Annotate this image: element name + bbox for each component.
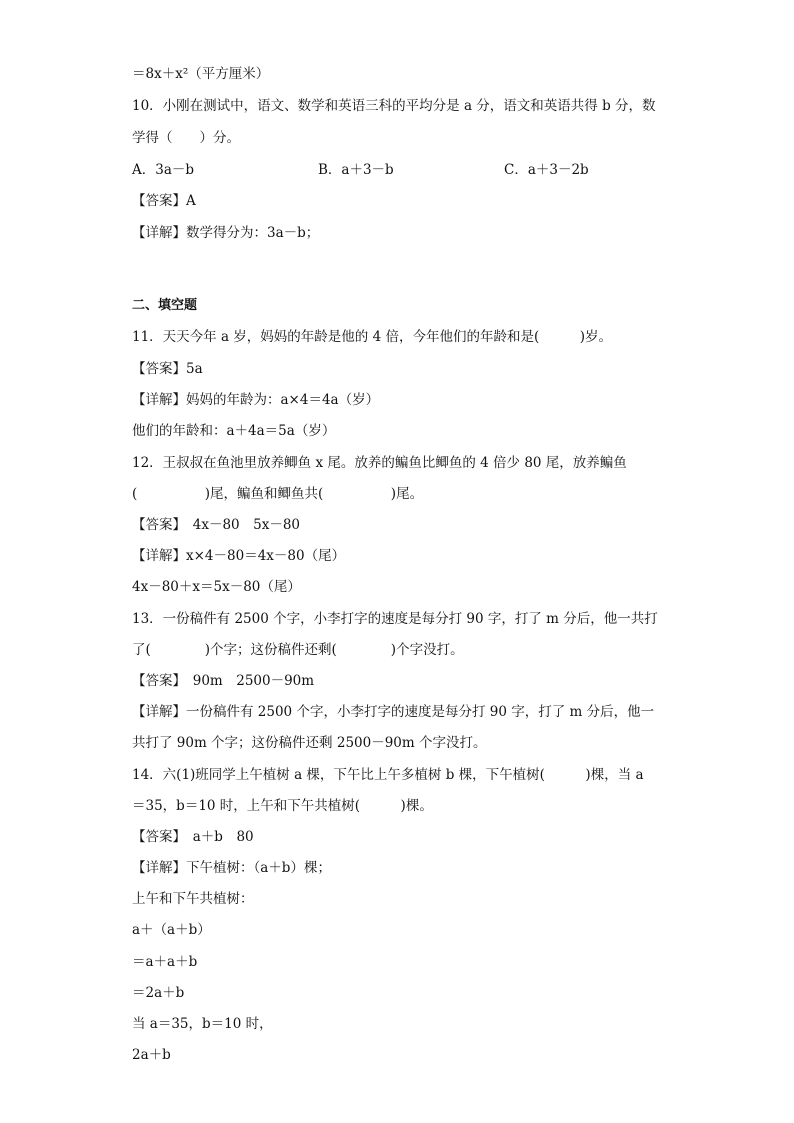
question-11: 11．天天今年 a 岁，妈妈的年龄是他的 4 倍，今年他们的年龄和是( )岁。 (132, 329, 613, 345)
explanation-14-line-2: 上午和下午共植树： (132, 891, 254, 907)
question-13-line-2: 了( )个字；这份稿件还剩( )个字没打。 (132, 642, 464, 658)
explanation-13-line-2: 共打了 90m 个字；这份稿件还剩 2500－90m 个字没打。 (132, 735, 487, 751)
answer-14: 【答案】 a＋b 80 (132, 829, 254, 845)
text-line-formula-area: ＝8x＋x²（平方厘米） (132, 66, 270, 82)
answer-11: 【答案】5a (132, 361, 203, 377)
question-10-line-2: 学得（ ）分。 (132, 130, 240, 146)
explanation-14-line-1: 【详解】下午植树：（a＋b）棵； (132, 860, 331, 876)
question-12-line-1: 12．王叔叔在鱼池里放养鲫鱼 x 尾。放养的鳊鱼比鲫鱼的 4 倍少 80 尾，放养鳊鱼 (132, 455, 627, 471)
explanation-14-condition: 当 a＝35，b＝10 时， (132, 1016, 273, 1032)
question-12-line-2: ( )尾，鳊鱼和鲫鱼共( )尾。 (132, 486, 424, 502)
explanation-11-line-1: 【详解】妈妈的年龄为：a×4＝4a（岁） (132, 392, 380, 408)
option-c: C．a＋3－2b (504, 162, 589, 178)
explanation-12-line-2: 4x－80＋x＝5x－80（尾） (132, 579, 301, 595)
option-b: B．a＋3－b (318, 162, 394, 178)
section-heading: 二、填空题 (132, 298, 198, 313)
explanation-14-step-1: a＋（a＋b） (132, 922, 211, 938)
question-10-line-1: 10．小刚在测试中，语文、数学和英语三科的平均分是 a 分，语文和英语共得 b 分，数 (132, 98, 656, 114)
answer-13: 【答案】 90m 2500－90m (132, 673, 315, 689)
option-a: A．3a－b (132, 162, 195, 178)
answer-12: 【答案】 4x－80 5x－80 (132, 517, 301, 533)
explanation-13-line-1: 【详解】一份稿件有 2500 个字，小李打字的速度是每分打 90 字，打了 m 分后，他一 (132, 704, 655, 720)
question-14-line-2: ＝35，b＝10 时，上午和下午共植树( )棵。 (132, 798, 433, 814)
answer-10: 【答案】A (132, 193, 196, 209)
explanation-14-step-2: ＝a＋a＋b (132, 954, 198, 970)
question-14-line-1: 14．六(1)班同学上午植树 a 棵，下午比上午多植树 b 棵，下午植树( )棵，当 a (132, 767, 644, 783)
explanation-14-step-3: ＝2a＋b (132, 985, 185, 1001)
question-13-line-1: 13．一份稿件有 2500 个字，小李打字的速度是每分打 90 字，打了 m 分后，他一共打 (132, 611, 658, 627)
explanation-10: 【详解】数学得分为：3a－b； (132, 225, 320, 241)
explanation-11-line-2: 他们的年龄和：a＋4a＝5a（岁） (132, 423, 336, 439)
explanation-14-step-4: 2a＋b (132, 1047, 171, 1063)
explanation-12-line-1: 【详解】x×4－80＝4x－80（尾） (132, 548, 346, 564)
